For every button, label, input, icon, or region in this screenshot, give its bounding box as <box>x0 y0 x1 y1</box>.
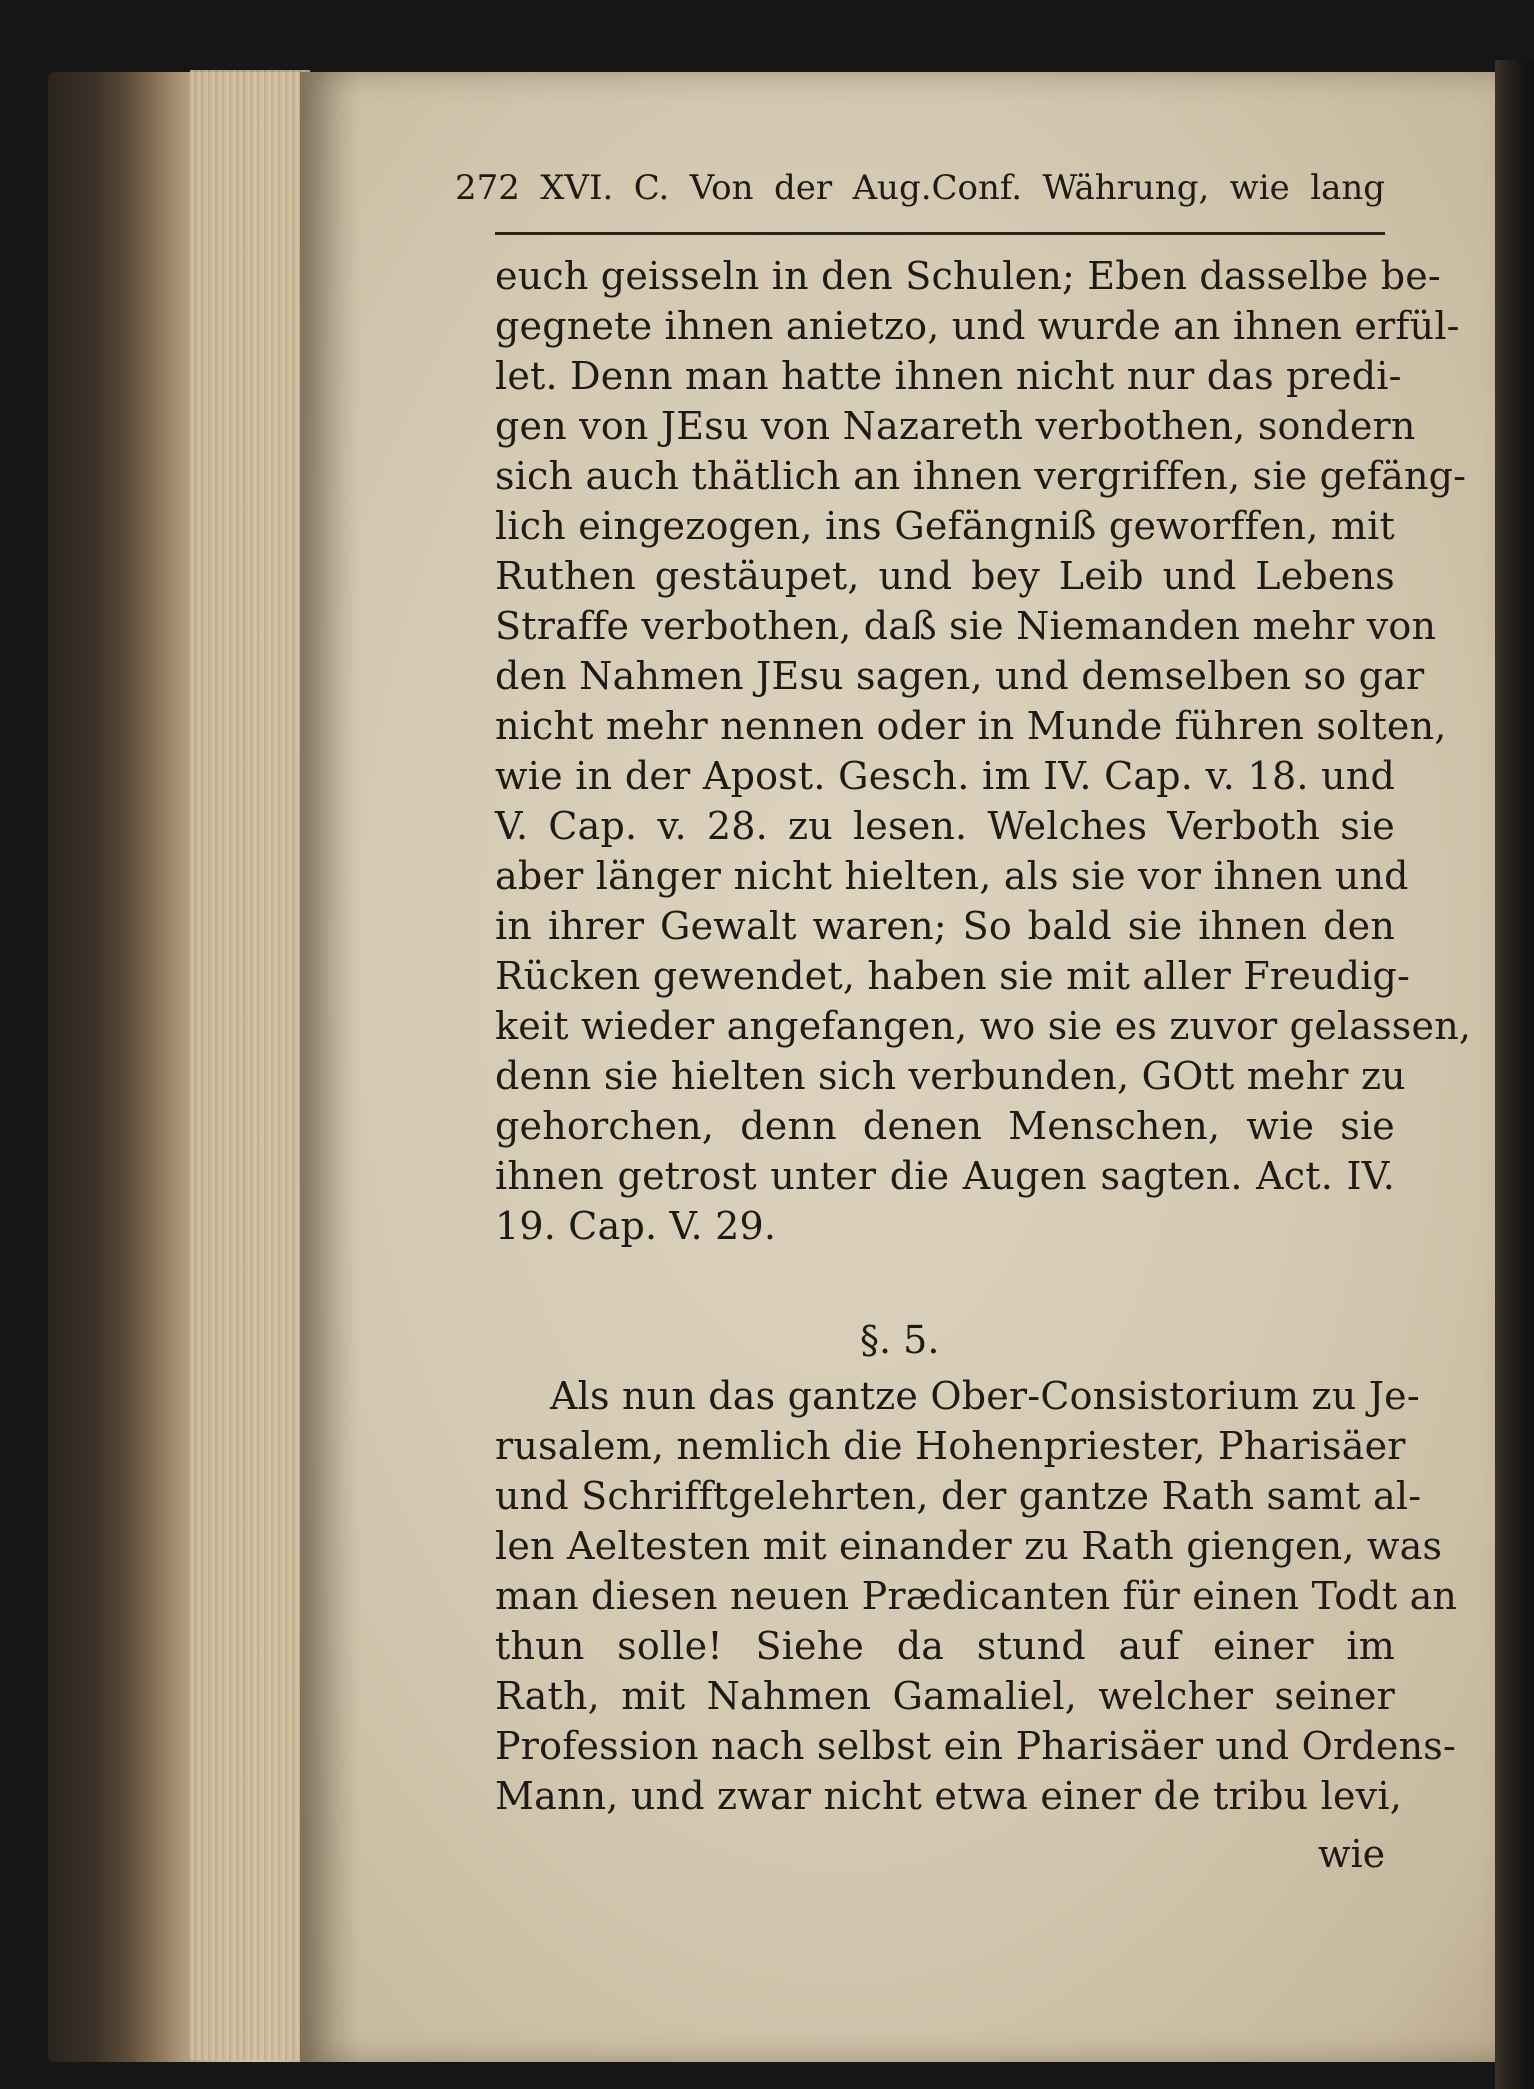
page-stack <box>190 70 310 2060</box>
text-line: denn sie hielten sich verbunden, GOtt mehr zu <box>495 1054 1406 1098</box>
text-line: Rücken gewendet, haben sie mit aller Freudig- <box>495 954 1411 998</box>
text-line: in ihrer Gewalt waren; So bald sie ihnen den <box>495 904 1395 948</box>
text-line: Straffe verbothen, daß sie Niemanden mehr von <box>495 604 1437 648</box>
text-line: keit wieder angefangen, wo sie es zuvor gelassen, <box>495 1004 1472 1048</box>
text-line: Rath, mit Nahmen Gamaliel, welcher seiner <box>495 1674 1395 1718</box>
text-line: man diesen neuen Prædicanten für einen Todt an <box>495 1574 1458 1618</box>
text-line: lich eingezogen, ins Gefängniß geworffen, mit <box>495 504 1395 548</box>
text-line: let. Denn man hatte ihnen nicht nur das predi- <box>495 354 1402 398</box>
header-rule <box>495 232 1385 235</box>
text-line: Profession nach selbst ein Pharisäer und Ordens- <box>495 1724 1457 1768</box>
text-line: nicht mehr nennen oder in Munde führen solten, <box>495 704 1447 748</box>
text-line: gen von JEsu von Nazareth verbothen, sondern <box>495 404 1416 448</box>
running-head: 272 XVI. C. Von der Aug.Conf. Währung, wie lang <box>455 168 1385 208</box>
text-line: ihnen getrost unter die Augen sagten. Act. IV. <box>495 1154 1395 1198</box>
text-line: euch geisseln in den Schulen; Eben dasselbe be- <box>495 254 1441 298</box>
text-line: V. Cap. v. 28. zu lesen. Welches Verboth sie <box>495 804 1395 848</box>
text-line: rusalem, nemlich die Hohenpriester, Pharisäer <box>495 1424 1406 1468</box>
gutter-shadow <box>300 72 360 2062</box>
text-line: len Aeltesten mit einander zu Rath giengen, was <box>495 1524 1443 1568</box>
text-line: 19. Cap. V. 29. <box>495 1204 777 1248</box>
text-line: den Nahmen JEsu sagen, und demselben so gar <box>495 654 1425 698</box>
text-line: gegnete ihnen anietzo, und wurde an ihnen erfül- <box>495 304 1460 348</box>
section-heading: §. 5. <box>860 1318 940 1362</box>
text-line: Ruthen gestäupet, und bey Leib und Lebens <box>495 554 1395 598</box>
text-line: gehorchen, denn denen Menschen, wie sie <box>495 1104 1395 1148</box>
text-line: sich auch thätlich an ihnen vergriffen, sie gefäng- <box>495 454 1467 498</box>
text-line: thun solle! Siehe da stund auf einer im <box>495 1624 1395 1668</box>
catchword: wie <box>1318 1832 1386 1876</box>
text-line: Als nun das gantze Ober-Consistorium zu Je- <box>550 1374 1420 1418</box>
facing-page-edge <box>1495 60 1534 2089</box>
text-line: und Schrifftgelehrten, der gantze Rath samt al- <box>495 1474 1422 1518</box>
text-line: wie in der Apost. Gesch. im IV. Cap. v. 18. und <box>495 754 1395 798</box>
text-line: aber länger nicht hielten, als sie vor ihnen und <box>495 854 1409 898</box>
text-line: Mann, und zwar nicht etwa einer de tribu levi, <box>495 1774 1402 1818</box>
